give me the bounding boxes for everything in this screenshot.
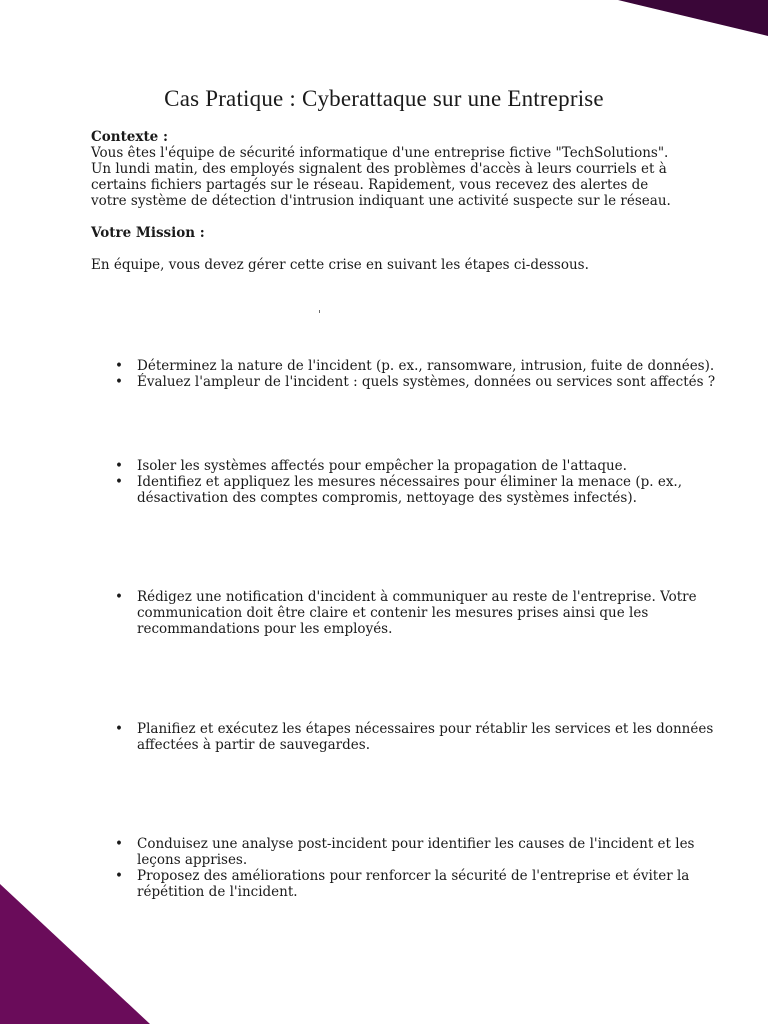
list-item: • Rédigez une notification d'incident à communiquer au reste de l'entreprise. Votre communication doit être claire et contenir les mesures prises ainsi que les recommandations pour les employés. (137, 589, 717, 637)
mission-heading: Votre Mission : (91, 225, 205, 241)
list-item: • Proposez des améliorations pour renforcer la sécurité de l'entreprise et éviter la répétition de l'incident. (137, 868, 717, 900)
list-item: • Planifiez et exécutez les étapes nécessaires pour rétablir les services et les données affectées à partir de sauvegardes. (137, 721, 717, 753)
context-heading: Contexte : (91, 129, 168, 145)
list-item: • Conduisez une analyse post-incident pour identifier les causes de l'incident et les leçons apprises. (137, 836, 717, 868)
steps-list-3 (91, 589, 717, 637)
steps-list-2 (91, 458, 717, 506)
mission-heading-block (91, 225, 671, 241)
context-section (91, 129, 671, 209)
list-item: • Déterminez la nature de l'incident (p. ex., ransomware, intrusion, fuite de données). (137, 358, 717, 374)
list-item: • Isoler les systèmes affectés pour empêcher la propagation de l'attaque. (137, 458, 717, 474)
list-item: • Évaluez l'ampleur de l'incident : quels systèmes, données ou services sont affectés ? (137, 374, 717, 390)
steps-list-5 (91, 836, 717, 900)
mission-intro: En équipe, vous devez gérer cette crise en suivant les étapes ci-dessous. (91, 257, 589, 273)
bottom-left-corner-decoration (0, 884, 150, 1024)
list-item: • Identifiez et appliquez les mesures nécessaires pour éliminer la menace (p. ex., désactivation des comptes compromis, nettoyage des systèmes infectés). (137, 474, 717, 506)
context-text: Vous êtes l'équipe de sécurité informatique d'une entreprise fictive "TechSolutions". Un lundi matin, des employés signalent des problèmes d'accès à leurs courriels et à certains fichiers partagés sur le réseau. Rapidement, vous recevez des alertes de votre système de détection d'intrusion indiquant une activité suspecte sur le réseau. (91, 145, 671, 209)
top-right-corner-decoration (608, 0, 768, 40)
steps-list-4 (91, 721, 717, 753)
mission-intro-block (91, 257, 671, 273)
stray-mark: ' (318, 308, 322, 321)
page-title: Cas Pratique : Cyberattaque sur une Entreprise (164, 86, 604, 111)
steps-list-1 (91, 358, 717, 390)
